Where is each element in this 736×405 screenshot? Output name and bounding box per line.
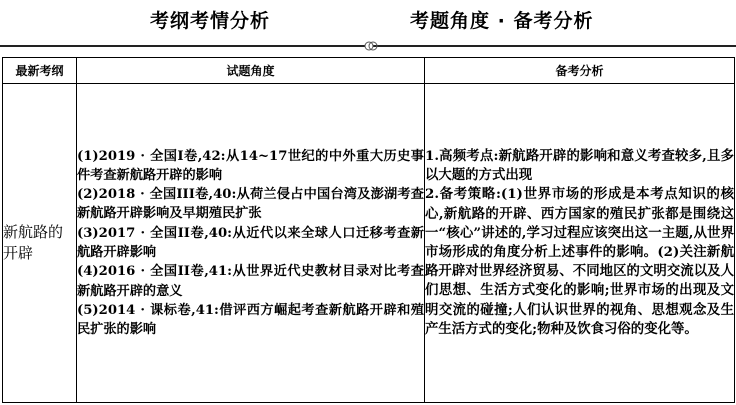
exam-angle-item: (2)2018 · 全国III卷,40:从荷兰侵占中国台湾及澎湖考查新航路开辟影响及早期殖民扩张 (77, 187, 424, 222)
exam-analysis-table (2, 57, 735, 403)
syllabus-topic: 新航路的开辟 (3, 223, 64, 262)
table-row (3, 84, 735, 403)
prep-analysis-cell (425, 84, 735, 403)
exam-angles-cell (77, 84, 425, 403)
exam-angle-item: (5)2014 · 课标卷,41:借评西方崛起考查新航路开辟和殖民扩张的影响 (77, 302, 424, 338)
divider-ornament-icon (364, 39, 378, 53)
table-header-row (3, 58, 735, 84)
exam-angle-item: (1)2019 · 全国I卷,42:从14~17世纪的中外重大历史事件考查新航路开辟的影响 (77, 148, 424, 183)
header-title-right: 考题角度 · 备考分析 (410, 10, 594, 32)
column-header-angles: 试题角度 (77, 58, 425, 84)
prep-analysis-item: 2.备考策略:(1)世界市场的形成是本考点知识的核心,新航路的开辟、西方国家的殖民扩张都是围绕这一“核心”讲述的,学习过程应该突出这一主题,从世界市场形成的角度分析上述事件的影响。(2)关注新航路开辟对世界经济贸易、不同地区的文明交流以及人们思想、生活方式变化的影响;世界市场的出现及文明交流的碰撞;人们认识世界的视角、思想观念及生产生活方式的变化;物种及饮食习俗的变化等。 (425, 186, 734, 337)
syllabus-topic-cell (3, 84, 77, 403)
column-header-syllabus: 最新考纲 (3, 58, 77, 84)
prep-analysis-item: 1.高频考点:新航路开辟的影响和意义考查较多,且多以大题的方式出现 (425, 147, 734, 184)
header-title-left: 考纲考情分析 (150, 10, 271, 32)
exam-angle-item: (3)2017 · 全国II卷,40:从近代以来全球人口迁移考查新航路开辟影响 (77, 225, 424, 260)
column-header-analysis: 备考分析 (425, 58, 735, 84)
page-header (0, 0, 736, 48)
exam-angle-item: (4)2016 · 全国II卷,41:从世界近代史教材目录对比考查新航路开辟的意义 (77, 264, 424, 299)
